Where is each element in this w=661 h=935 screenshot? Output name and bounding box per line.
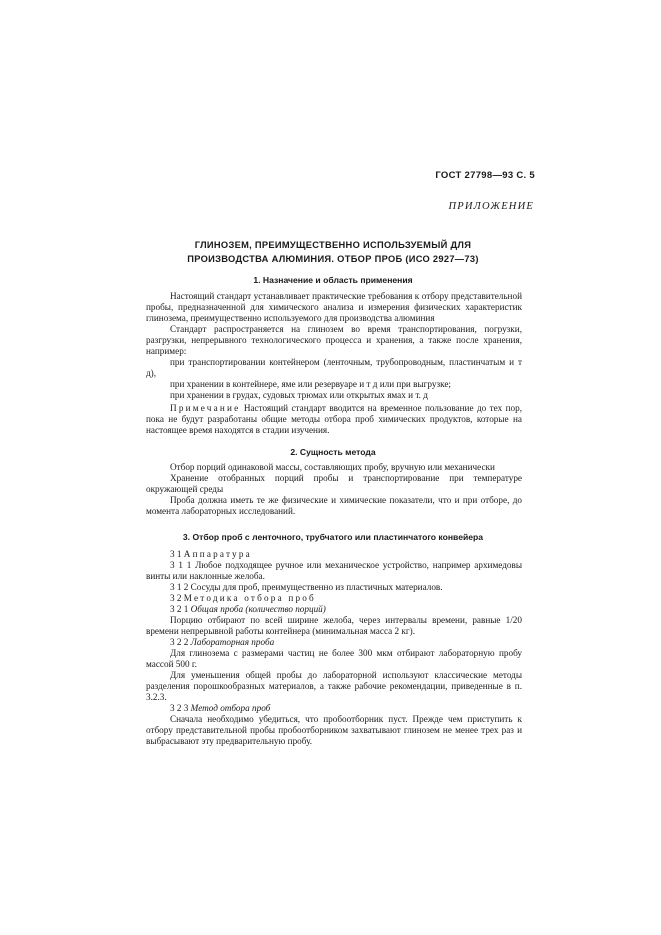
clause-number: 3 1 1 xyxy=(170,560,192,570)
document-reference: ГОСТ 27798—93 С. 5 xyxy=(435,170,535,181)
clause-title: Метод отбора проб xyxy=(190,703,271,713)
appendix-label: ПРИЛОЖЕНИЕ xyxy=(448,201,534,212)
title-line-1: ГЛИНОЗЕМ, ПРЕИМУЩЕСТВЕННО ИСПОЛЬЗУЕМЫЙ ДЛЯ xyxy=(194,240,472,250)
document-title xyxy=(140,238,526,266)
section-1-heading: 1. Назначение и область применения xyxy=(253,275,413,285)
clause-text: Сосуды для проб, преимущественно из пластичных материалов. xyxy=(190,582,443,592)
section-2-paragraph: Хранение отобранных порций пробы и транспортирование при температуре окружающей среды xyxy=(146,473,522,494)
note-label: Примечание xyxy=(170,403,241,413)
note-paragraph xyxy=(146,403,522,436)
clause-3-2-1 xyxy=(146,604,522,615)
clause-3-2-2 xyxy=(146,637,522,648)
note-text: Настоящий стандарт вводится на временное пользование до тех пор, пока не будут разработаны общие методы отбора проб химических продуктов, которые на настоящее время находятся в стадии изучения. xyxy=(146,403,522,435)
list-item: при хранении в контейнере, яме или резервуаре и т д или при выгрузке; xyxy=(170,379,451,389)
clause-3-2 xyxy=(146,593,522,604)
clause-title: Методика отбора проб xyxy=(183,593,316,603)
clause-3-1 xyxy=(146,549,522,560)
list-item: при транспортировании контейнером (ленточным, трубопроводным, пластинчатым и т д), xyxy=(146,357,522,378)
clause-title: Аппаратура xyxy=(183,549,252,559)
clause-3-2-3 xyxy=(146,703,522,714)
clause-title: Общая проба (количество порций) xyxy=(190,604,326,614)
clause-3-1-1 xyxy=(146,560,522,582)
section-2-body xyxy=(146,462,522,517)
section-2-heading: 2. Сущность метода xyxy=(290,447,376,457)
section-1-body xyxy=(146,291,522,436)
clause-text: Любое подходящее ручное или механическое устройство, например архимедовы винты или наклонные желоба. xyxy=(146,560,523,581)
section-2-paragraph: Отбор порций одинаковой массы, составляющих пробу, вручную или механически xyxy=(170,462,495,472)
clause-number: 3 1 2 xyxy=(170,582,189,592)
list-item: при хранении в грудах, судовых трюмах или открытых ямах и т. д xyxy=(170,390,428,400)
clause-3-1-2 xyxy=(146,582,522,593)
clause-paragraph: Порцию отбирают по всей ширине желоба, через интервалы времени, равные 1/20 времени непрерывной работы контейнера (минимальная масса 2 кг). xyxy=(146,615,522,636)
clause-number: 3 2 3 xyxy=(170,703,189,713)
clause-title: Лабораторная проба xyxy=(190,637,275,647)
section-2-paragraph: Проба должна иметь те же физические и химические показатели, что и при отборе, до момента лабораторных исследований. xyxy=(146,495,522,516)
clause-paragraph: Для уменьшения общей пробы до лабораторной используют классические методы разделения порошкообразных материалов, а также рабочие рекомендации, приведенные в п. 3.2.3. xyxy=(146,670,522,702)
clause-number: 3 2 2 xyxy=(170,637,189,647)
section-1-paragraph: Стандарт распространяется на глинозем во время транспортирования, погрузки, разгрузки, непрерывного технологического процесса и хранения, а также после хранения, например: xyxy=(146,324,522,356)
clause-number: 3 2 1 xyxy=(170,604,189,614)
clause-paragraph: Для глинозема с размерами частиц не более 300 мкм отбирают лабораторную пробу массой 500 г. xyxy=(146,648,522,669)
section-3-heading: 3. Отбор проб с ленточного, трубчатого или пластинчатого конвейера xyxy=(182,532,484,542)
title-line-2: ПРОИЗВОДСТВА АЛЮМИНИЯ. ОТБОР ПРОБ (ИСО 2927—73) xyxy=(187,254,479,264)
clause-paragraph: Сначала необходимо убедиться, что пробоотборник пуст. Прежде чем приступить к отбору представительной пробы пробоотборником захватывают глинозем не менее трех раз и выбрасывают эту предварительную пробу. xyxy=(146,714,522,746)
clause-number: 3 1 xyxy=(170,549,182,559)
section-3-body xyxy=(146,549,522,747)
clause-number: 3 2 xyxy=(170,593,182,603)
section-1-paragraph: Настоящий стандарт устанавливает практические требования к отбору представительной пробы, предназначенной для химического анализа и измерения физических характеристик глинозема, преимущественно используемого для производства алюминия xyxy=(146,291,522,323)
